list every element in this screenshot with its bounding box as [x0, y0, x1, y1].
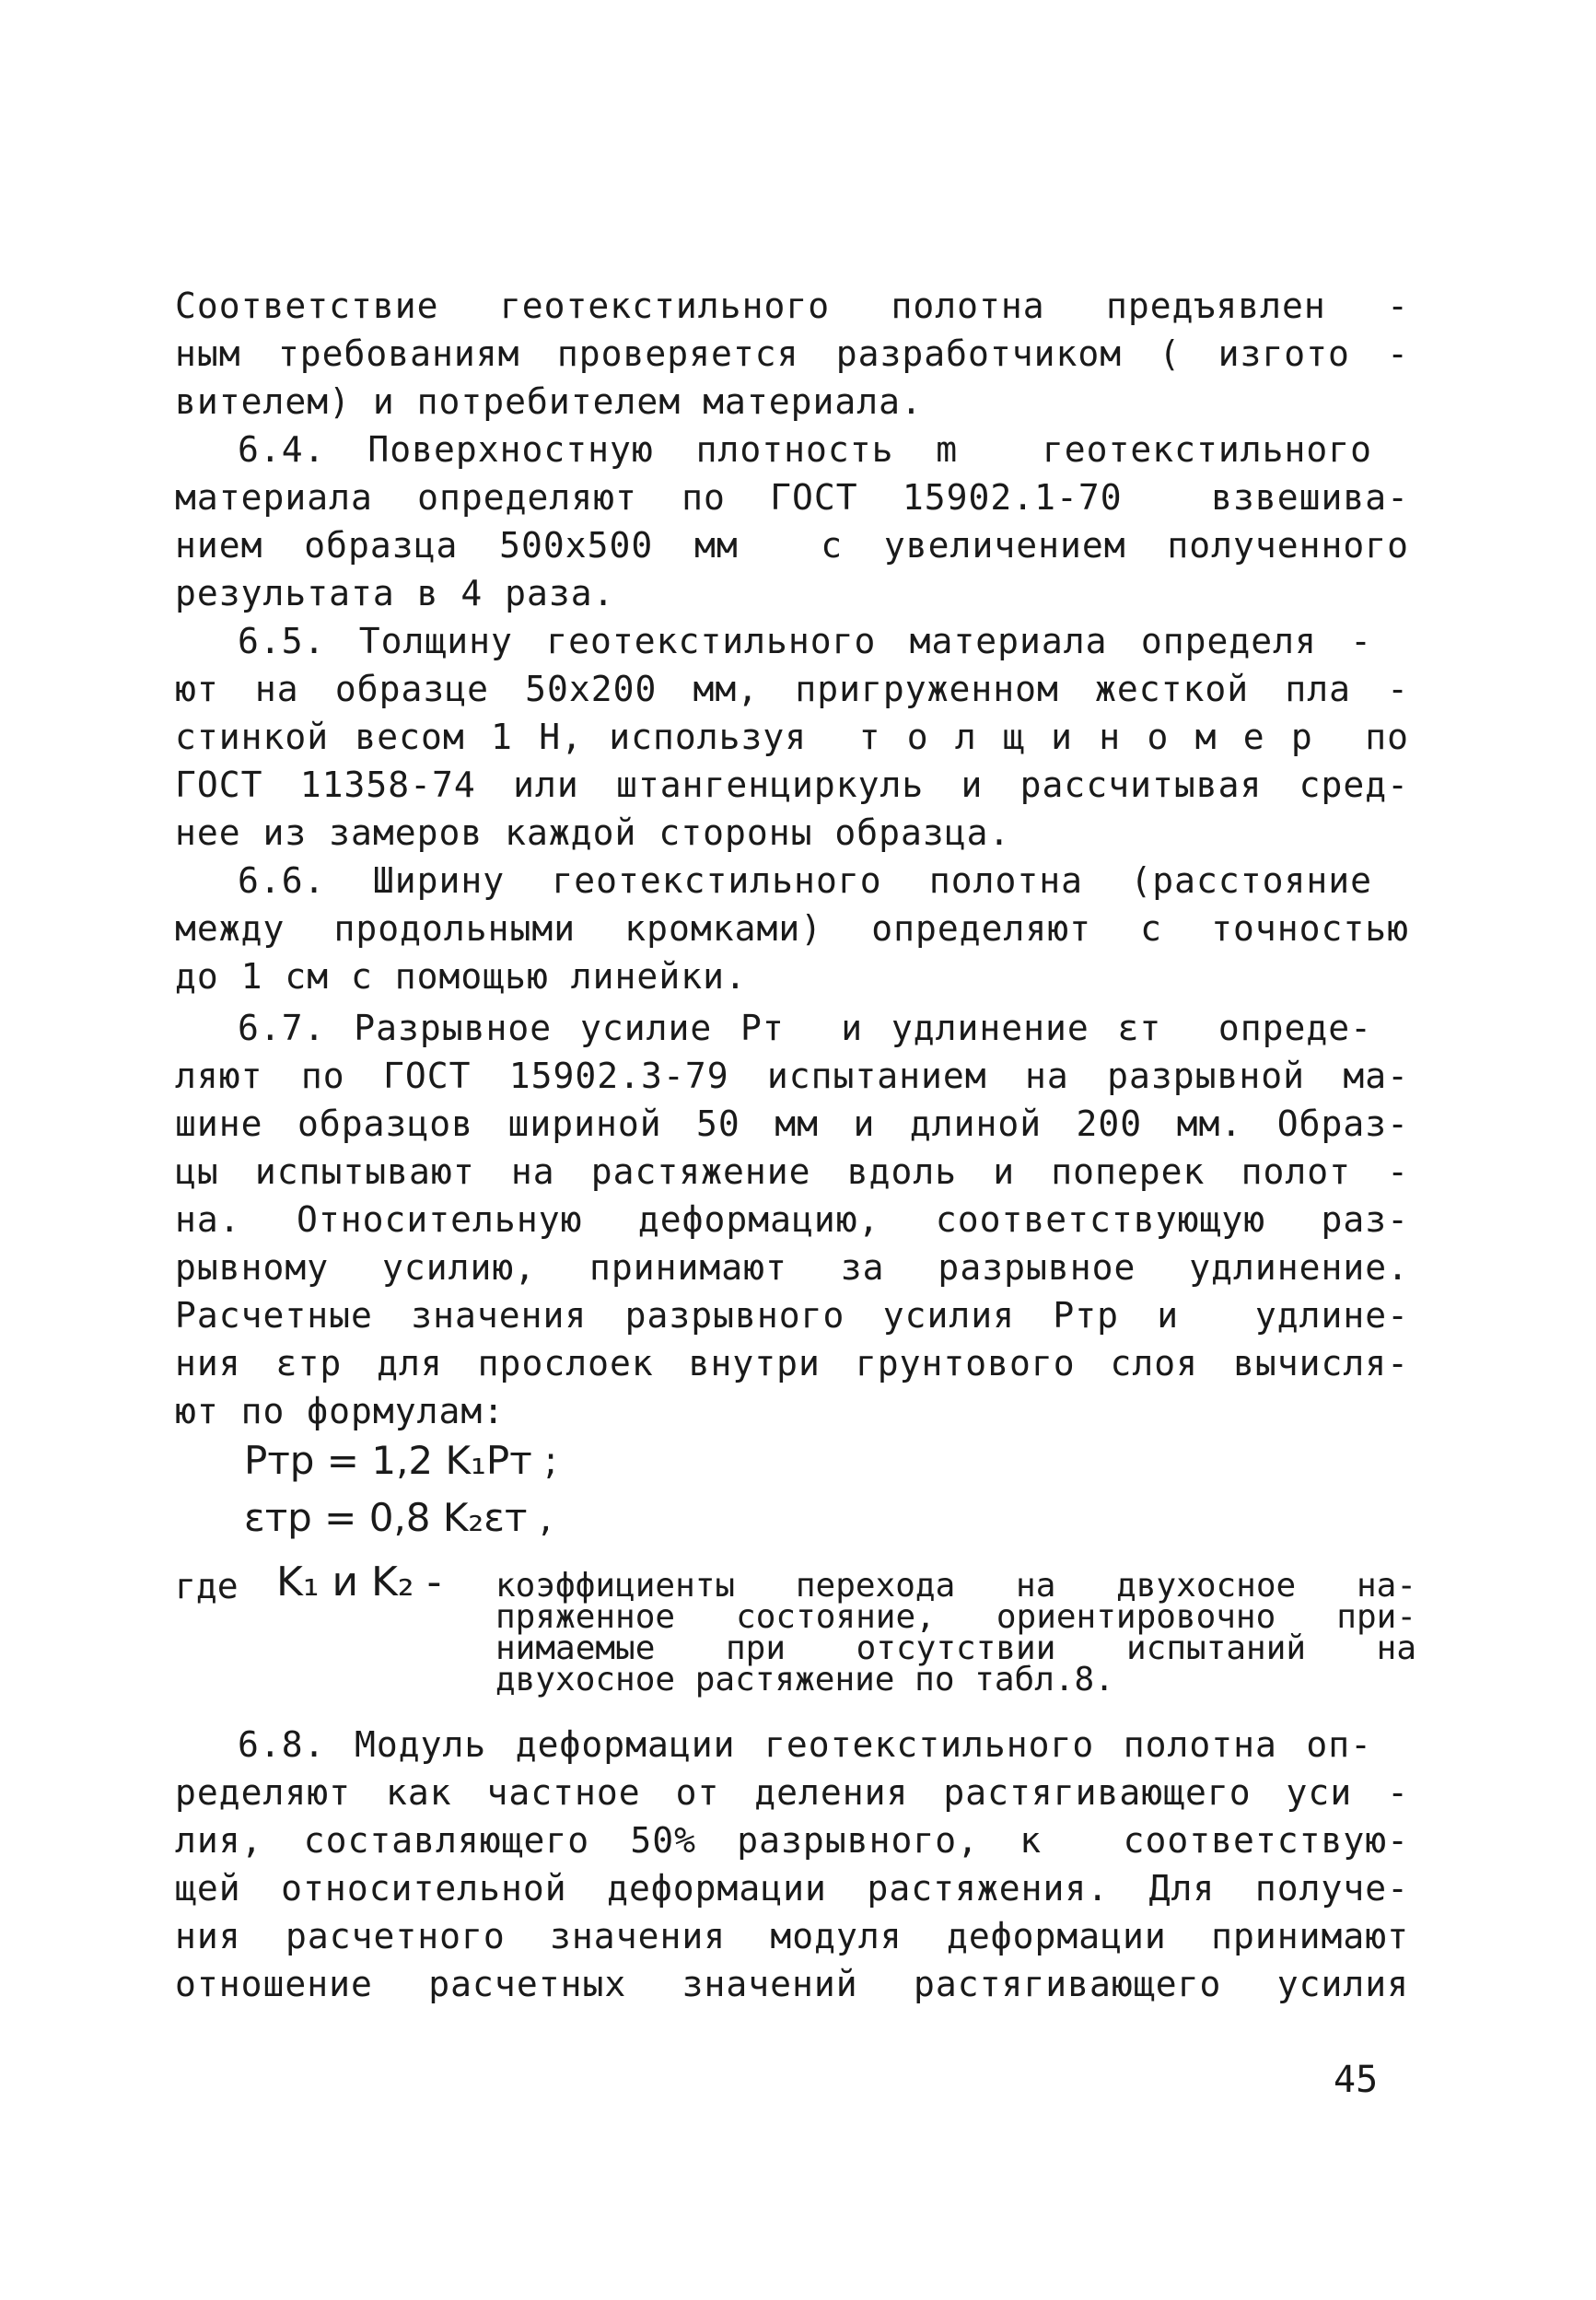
- text-line: ределяют как частное от деления растягивающего уси -: [175, 1772, 1409, 1813]
- text-line: 6.4. Поверхностную плотность m геотекстильного: [238, 429, 1372, 470]
- text-line: 6.6. Ширину геотекстильного полотна (расстояние: [238, 860, 1372, 901]
- text-line: 6.7. Разрывное усилие Pт и удлинение εт опреде-: [238, 1008, 1372, 1048]
- text-line: 6.5. Толщину геотекстильного материала определя -: [238, 621, 1372, 661]
- note-line: пряженное состояние, ориентировочно при-: [495, 1598, 1416, 1636]
- text-line: 6.8. Модуль деформации геотекстильного полотна оп-: [238, 1724, 1372, 1765]
- note-line: двухосное растяжение по табл.8.: [495, 1661, 1114, 1699]
- text-line: Расчетные значения разрывного усилия Pтр и удлине-: [175, 1295, 1409, 1336]
- text-line: щей относительной деформации растяжения. Для получе-: [175, 1868, 1409, 1909]
- text-line: цы испытывают на растяжение вдоль и поперек полот -: [175, 1151, 1409, 1192]
- text-line: результата в 4 раза.: [175, 573, 615, 613]
- text-line: ют по формулам:: [175, 1391, 506, 1431]
- note-line: коэффициенты перехода на двухосное на-: [495, 1567, 1416, 1605]
- text-line: нее из замеров каждой стороны образца.: [175, 812, 1011, 853]
- note-line: нимаемые при отсутствии испытаний на: [495, 1629, 1416, 1667]
- text-line: до 1 см с помощью линейки.: [175, 956, 747, 997]
- text-line: стинкой весом 1 Н, используя т о л щ и н о м е р по: [175, 717, 1409, 757]
- where-label: где: [175, 1566, 239, 1606]
- text-line: шине образцов шириной 50 мм и длиной 200 мм. Образ-: [175, 1103, 1409, 1144]
- text-line: отношение расчетных значений растягивающего усилия: [175, 1964, 1409, 2004]
- text-line: ют на образце 50х200 мм, пригруженном жесткой пла -: [175, 669, 1409, 709]
- text-line: Соответствие геотекстильного полотна предъявлен -: [175, 286, 1409, 326]
- text-line: нием образца 500х500 мм с увеличением полученного: [175, 525, 1409, 566]
- text-line: вителем) и потребителем материала.: [175, 381, 923, 422]
- text-line: ния расчетного значения модуля деформации принимают: [175, 1916, 1409, 1956]
- text-line: рывному усилию, принимают за разрывное удлинение.: [175, 1247, 1409, 1288]
- formula-breaking-force: Pтр = 1,2 K₁Pт ;: [244, 1438, 558, 1483]
- text-line: ГОСТ 11358-74 или штангенциркуль и рассчитывая сред-: [175, 765, 1409, 805]
- text-line: ния εтр для прослоек внутри грунтового слоя вычисля-: [175, 1343, 1409, 1384]
- text-line: ным требованиям проверяется разработчиком ( изгото -: [175, 333, 1409, 374]
- page-number: 45: [1334, 2059, 1379, 2101]
- text-line: материала определяют по ГОСТ 15902.1-70 взвешива-: [175, 477, 1409, 518]
- text-line: лия, составляющего 50% разрывного, к соответствую-: [175, 1820, 1409, 1861]
- coefficient-symbols: K₁ и K₂ -: [276, 1559, 442, 1605]
- text-line: на. Относительную деформацию, соответствующую раз-: [175, 1199, 1409, 1240]
- text-line: между продольными кромками) определяют с точностью: [175, 908, 1409, 949]
- formula-elongation: εтр = 0,8 K₂εт ,: [244, 1495, 553, 1540]
- text-line: ляют по ГОСТ 15902.3-79 испытанием на разрывной ма-: [175, 1056, 1409, 1096]
